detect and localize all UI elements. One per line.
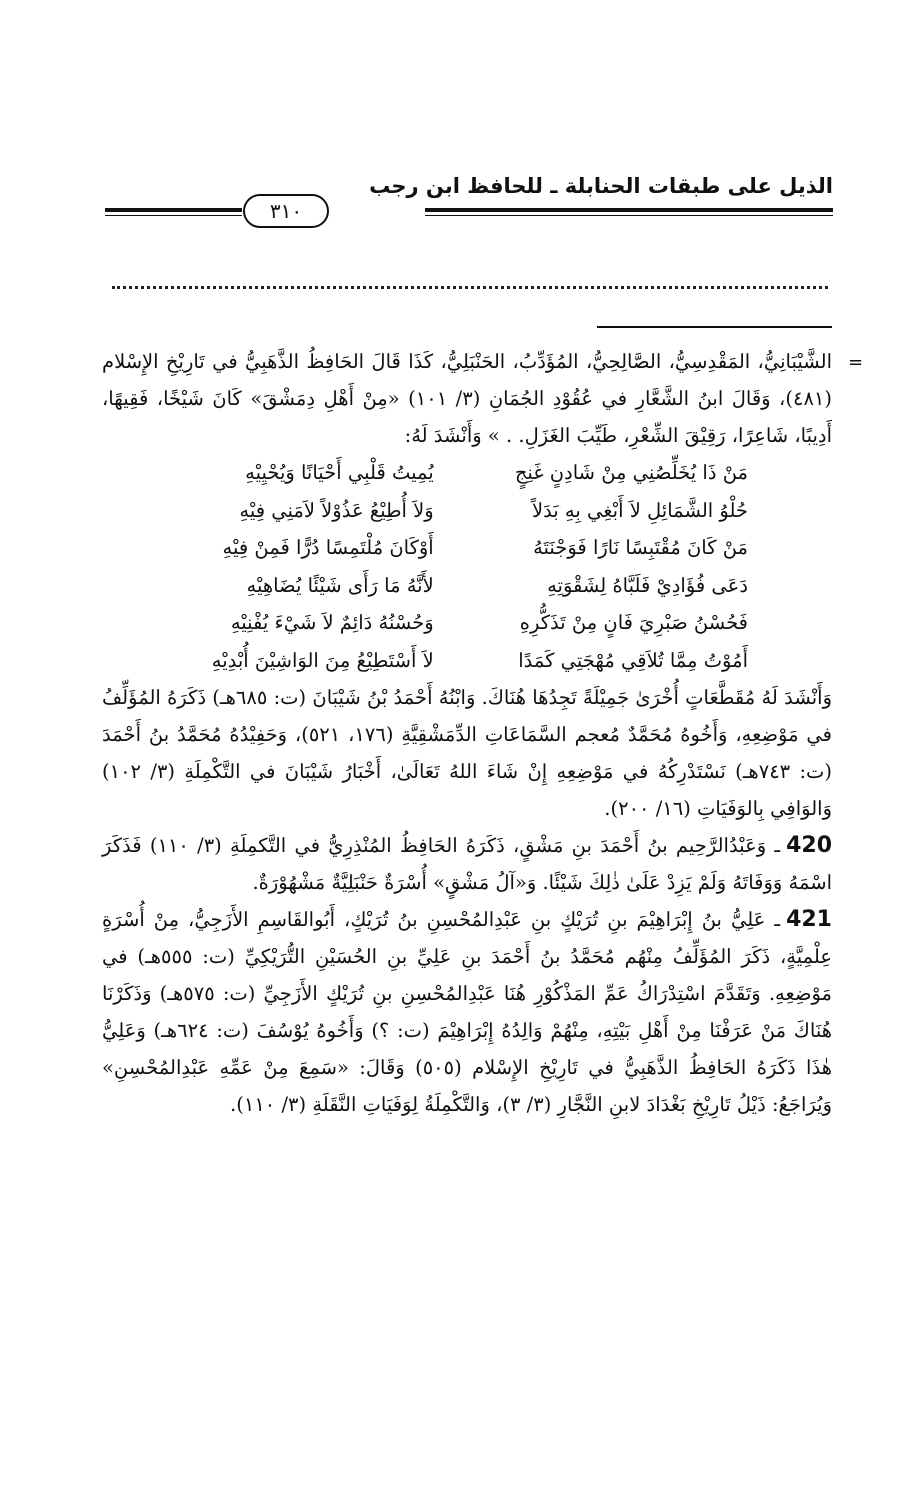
verse-line — [166, 529, 748, 567]
entry-number: 421 — [786, 907, 832, 932]
header-rule-left-thin — [105, 215, 242, 216]
main-text-dotted-separator — [112, 286, 828, 289]
verse-line — [166, 604, 748, 642]
running-title: الذيل على طبقات الحنابلة ـ للحافظ ابن رجب — [369, 174, 833, 198]
verse-second-hemistich: لاَ أَسْتَطِيْعُ مِنَ الوَاشِيْنَ أُبْدِيْهِ — [211, 648, 434, 672]
page-header — [95, 168, 833, 238]
footnote-intro-paragraph: الشَّيْبَانِيُّ، المَقْدِسِيُّ، الصَّالِحِيُّ، المُؤَدِّبُ، الحَنْبَلِيُّ، كَذَا قَالَ الحَافِظُ الذَّهَبِيُّ في تَارِيْخِ الإِسْلام (٤٨١)، وَقَالَ ابنُ الشَّعَّارِ في عُقُوْدِ الجُمَانِ (٣/ ١٠١) «مِنْ أَهْلِ دِمَشْقَ» كَانَ شَيْخًا، فَقِيهًا، أَدِيبًا، شَاعِرًا، رَقِيْقَ الشِّعْرِ، طَيِّبَ الغَزَلِ. . » وَأَنْشَدَ لَهُ: — [102, 350, 832, 447]
verse-first-hemistich: أَمُوْتُ مِمَّا تُلاَقِي مُهْجَتِي كَمَدًا — [518, 648, 748, 672]
header-rule-thick — [425, 208, 833, 212]
verse-second-hemistich: وَلاَ أُطِيْعُ عَذُوْلاً لاَمَنِي فِيْهِ — [239, 498, 434, 522]
verse-first-hemistich: حُلْوُ الشَّمَائِلِ لاَ أَبْغِي بِهِ بَدَلاً — [531, 498, 748, 522]
verse-second-hemistich: أَوْكَانَ مُلْتَمِسًا دُرًّا فَمِنْ فِيْهِ — [222, 536, 434, 559]
poem-verses — [102, 454, 832, 679]
verse-first-hemistich: دَعَى فُؤَادِيْ فَلَبَّاهُ لِشَقْوَتِهِ — [547, 573, 748, 597]
footnote-separator-rule — [597, 326, 832, 328]
page-number: ٣١٠ — [243, 194, 329, 228]
verse-line — [166, 492, 748, 530]
verse-line — [166, 454, 748, 492]
verse-second-hemistich: يُمِيتُ قَلْبِي أَحْيَانًا وَيُحْيِيْهِ — [245, 461, 434, 484]
footnote-body — [102, 343, 832, 1123]
entry-number: 420 — [786, 833, 833, 858]
verse-first-hemistich: مَنْ ذَا يُخَلِّصُنِي مِنْ شَادِنٍ غَنِجٍ — [514, 461, 748, 484]
footnote-continuation-mark: = — [848, 352, 864, 373]
verse-line — [166, 567, 748, 605]
header-rule-thin — [425, 215, 833, 216]
entry-text: ـ وَعَبْدُالرَّحِيم بنُ أَحْمَدَ بنِ مَشْقٍ، ذَكَرَهُ الحَافِظُ المُنْذِرِيُّ في التَّكمِلَةِ (٣/ ١١٠) فَذَكَرَ اسْمَهُ وَوَفَاتَهُ وَلَمْ يَزِدْ عَلَىٰ ذٰلِكَ شَيْئًا. وَ«آلُ مَشْقٍ» أُسْرَةٌ حَنْبَلِيَّةٌ مَشْهُوْرَةٌ. — [102, 834, 832, 894]
entry-421 — [102, 901, 832, 1123]
verse-line — [166, 642, 748, 680]
verse-first-hemistich: مَنْ كَانَ مُقْتَبِسًا نَارًا فَوَجْنَتَهُ — [533, 536, 748, 559]
footnote-after-verses-paragraph: وَأَنْشَدَ لَهُ مُقَطَّعَاتٍ أُخْرَىٰ جَمِيْلَةً تَجِدُهَا هُنَاكَ. وَابْنُهُ أَحْمَدُ بْنُ شَيْبَانَ (ت: ٦٨٥هـ) ذَكَرَهُ المُؤَلِّفُ في مَوْضِعِهِ، وَأَخُوهُ مُحَمَّدٌ مُعجم السَّمَاعَاتِ الدِّمَشْقِيَّةِ (١٧٦، ٥٢١)، وَحَفِيْدُهُ مُحَمَّدُ بنُ أَحْمَدَ (ت: ٧٤٣هـ) نَسْتَدْرِكُهُ في مَوْضِعِهِ إِنْ شَاءَ اللهُ تَعَالَىٰ، أَخْبَارُ شَيْبَانَ في التَّكْمِلَةِ (٣/ ١٠٢) وَالوَافِي بِالوَفَيَاتِ (١٦/ ٢٠٠). — [102, 686, 833, 820]
verse-second-hemistich: لأَنَّهُ مَا رَأَى شَيْئًا يُضَاهِيْهِ — [246, 573, 434, 597]
entry-text: ـ عَلِيُّ بنُ إِبْرَاهِيْمَ بنِ تُرَيْكٍ بنِ عَبْدِالمُحْسِنِ بنُ تُرَيْكٍ، أَبُوالقَاسِمِ الأَزَجِيُّ، مِنْ أُسْرَةٍ عِلْمِيَّةٍ، ذَكَرَ المُؤَلِّفُ مِنْهُم مُحَمَّدُ بنُ أَحْمَدَ بنِ عَلِيِّ بنِ الحُسَيْنِ التُّرَيْكِيِّ (ت: ٥٥٥هـ) في مَوْضِعِهِ. وَتَقَدَّمَ اسْتِدْرَاكُ عَمِّ المَذْكُوْرِ هُنَا عَبْدِالمُحْسِنِ بنِ تُرَيْكٍ الأَزَجِيِّ (ت: ٥٧٥هـ) وَذَكَرْنَا هُنَاكَ مَنْ عَرَفْنَا مِنْ أَهْلِ بَيْتِهِ، مِنْهُمْ وَالِدُهُ إِبْرَاهِيْمَ (ت: ؟) وَأَخُوهُ يُوْسُفَ (ت: ٦٢٤هـ) وَعَلِيُّ هٰذَا ذَكَرَهُ الحَافِظُ الذَّهَبِيُّ في تَارِيْخِ الإِسْلام (٥٠٥) وَقَالَ: «سَمِعَ مِنْ عَمِّهِ عَبْدِالمُحْسِنِ» وَيُرَاجَعُ: ذَيْلُ تَارِيْخِ بَغْدَادَ لابنِ النَّجَّارِ (٣/ ٣)، وَالتَّكْمِلَةُ لِوَفَيَاتِ النَّقَلَةِ (٣/ ١١٠). — [102, 908, 832, 1116]
entry-420 — [102, 827, 832, 901]
verse-second-hemistich: وَحُسْنُهُ دَائِمٌ لاَ شَيْءَ يُفْنِيْهِ — [230, 611, 434, 634]
header-rule-left-thick — [105, 208, 242, 212]
verse-first-hemistich: فَحُسْنُ صَبْرِيَ فَانٍ مِنْ تَذَكُّرِهِ — [519, 611, 748, 634]
